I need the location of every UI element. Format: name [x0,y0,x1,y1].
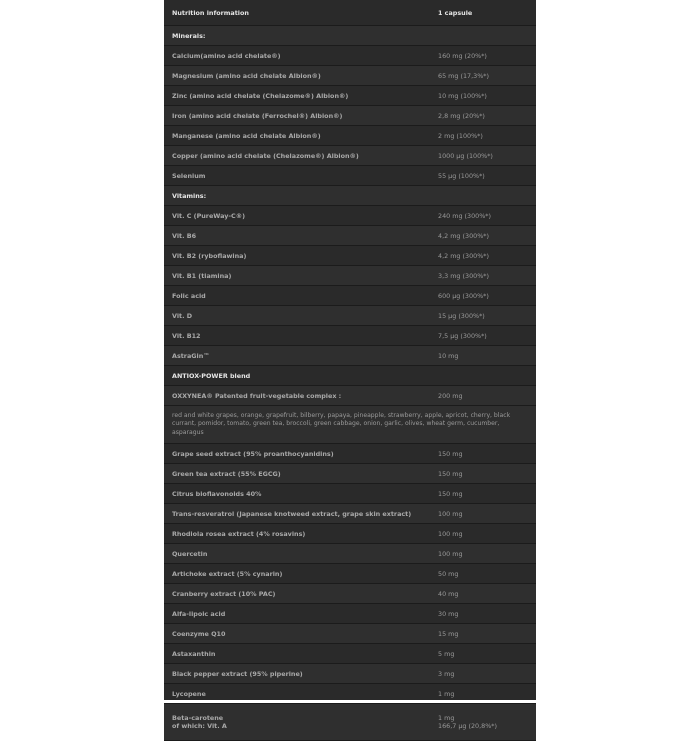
table-row [164,704,536,741]
row-name: OXXYNEA® Patented fruit-vegetable complex : [172,392,342,400]
table-row [164,624,536,644]
table-row [164,644,536,664]
row-name: Green tea extract (55% EGCG) [172,469,281,478]
section-title: ANTIOX-POWER blend [172,372,251,380]
row-value: 40 mg [438,589,459,598]
beta-carotene-label: Beta-carotene [172,713,224,722]
row-value: 150 mg [438,449,463,458]
row-name: Quercetin [172,549,208,558]
row-value: 600 µg (300%*) [438,292,489,300]
vitamins-section [164,186,536,206]
row-name: Calcium(amino acid chelate®) [172,52,281,60]
row-value: 4,2 mg (300%*) [438,232,489,240]
row-name: Iron (amino acid chelate (Ferrochel®) Albion®) [172,112,343,120]
row-name: Grape seed extract (95% proanthocyanidins) [172,449,334,458]
row-name: Copper (amino acid chelate (Chelazome®) Albion®) [172,152,359,160]
row-value: 2,8 mg (20%*) [438,112,485,120]
row-value: 7,5 µg (300%*) [438,332,487,340]
row-name: Lycopene [172,689,206,698]
row-value: 150 mg [438,489,463,498]
table-row [164,66,536,86]
row-name: Cranberry extract (10% PAC) [172,589,276,598]
section-title: Vitamins: [172,192,207,200]
row-value [434,714,536,731]
table-row [164,684,536,704]
row-name: Alfa-lipoic acid [172,609,226,618]
header-serving: 1 capsule [438,9,473,17]
section-title: Minerals: [172,32,206,40]
table-row [164,524,536,544]
nutrition-table [164,0,536,731]
table-row [164,106,536,126]
row-value: 240 mg (300%*) [438,212,491,220]
row-value: 5 mg [438,649,455,658]
table-row [164,504,536,524]
table-row [164,584,536,604]
table-row [164,664,536,684]
table-row [164,544,536,564]
table-row [164,326,536,346]
row-value: 3 mg [438,669,455,678]
row-value: 100 mg [438,529,463,538]
row-value: 3,3 mg (300%*) [438,272,489,280]
table-row [164,226,536,246]
row-name: Black pepper extract (95% piperine) [172,669,303,678]
row-value: 10 mg [438,352,459,360]
row-value: 65 mg (17,3%*) [438,72,489,80]
table-row [164,346,536,366]
table-row [164,386,536,406]
row-name: Folic acid [172,292,206,300]
vitamin-a-label: of which: Vit. A [172,722,227,731]
table-row [164,206,536,226]
table-header [164,0,536,26]
row-name: Manganese (amino acid chelate Albion®) [172,132,321,140]
row-name: Trans-resveratrol (Japanese knotweed extract, grape skin extract) [172,509,412,518]
row-name: Vit. B12 [172,332,201,340]
header-name: Nutrition information [172,9,249,17]
row-value: 1 mg [438,689,455,698]
row-name: Astaxanthin [172,649,216,658]
row-value: 50 mg [438,569,459,578]
table-row [164,126,536,146]
table-row [164,306,536,326]
row-name: Citrus bioflavonoids 40% [172,489,262,498]
table-row [164,604,536,624]
row-value: 10 mg (100%*) [438,92,487,100]
table-row [164,86,536,106]
row-name: Zinc (amino acid chelate (Chelazome®) Albion®) [172,92,349,100]
table-row [164,166,536,186]
table-row [164,564,536,584]
row-value: 200 mg [438,392,463,400]
table-row [164,46,536,66]
row-name: Vit. D [172,312,193,320]
row-name: Vit. C (PureWay-C®) [172,212,246,220]
table-row [164,286,536,306]
row-name: Coenzyme Q10 [172,629,226,638]
row-value: 15 µg (300%*) [438,312,485,320]
row-name: Magnesium (amino acid chelate Albion®) [172,72,321,80]
row-value: 1000 µg (100%*) [438,152,493,160]
row-value: 55 µg (100%*) [438,172,485,180]
row-name [164,714,434,731]
row-value: 2 mg (100%*) [438,132,483,140]
vitamin-a-value: 166,7 µg (20,8%*) [438,722,497,731]
beta-carotene-value: 1 mg [438,713,455,722]
row-value: 30 mg [438,609,459,618]
row-name: Artichoke extract (5% cynarin) [172,569,283,578]
row-name: Vit. B6 [172,232,197,240]
ingredient-description: red and white grapes, orange, grapefruit, bilberry, papaya, pineapple, strawberry, apple, apricot, cherry, black currant, pomidor, tomato, green tea, broccoli, green cabbage, onion, garlic, olives, wheat germ, cucumber, asparagus [164,406,536,444]
row-name: Rhodiola rosea extract (4% rosavins) [172,529,306,538]
table-row [164,266,536,286]
minerals-section [164,26,536,46]
table-row [164,146,536,166]
row-value: 15 mg [438,629,459,638]
blend-section [164,366,536,386]
table-row [164,246,536,266]
row-name: Vit. B2 (ryboflawina) [172,252,247,260]
row-value: 150 mg [438,469,463,478]
table-row [164,444,536,464]
row-name: AstraGin™ [172,352,210,360]
table-row [164,464,536,484]
row-value: 100 mg [438,549,463,558]
row-value: 160 mg (20%*) [438,52,487,60]
table-row [164,484,536,504]
row-name: Vit. B1 (tiamina) [172,272,232,280]
row-name: Selenium [172,172,206,180]
row-value: 4,2 mg (300%*) [438,252,489,260]
row-value: 100 mg [438,509,463,518]
